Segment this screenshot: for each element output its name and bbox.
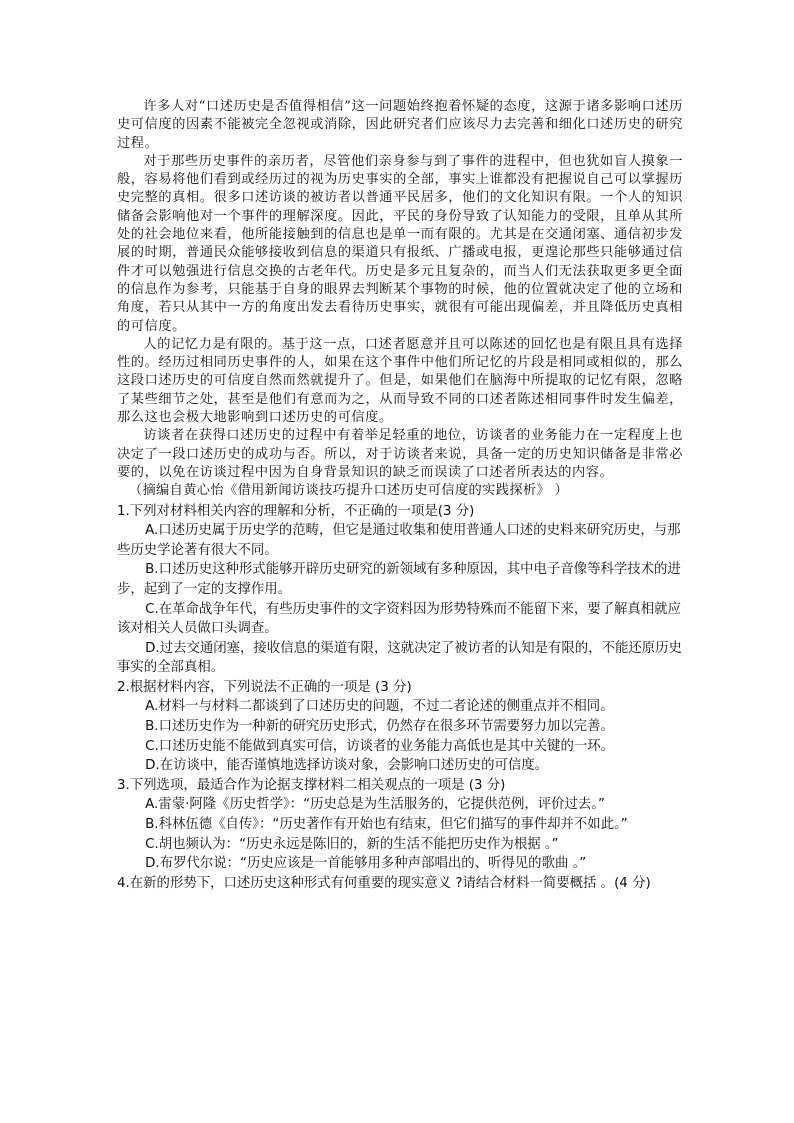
question-2-option-d: D.在访谈中，能否谨慎地选择访谈对象，会影响口述历史的可信度。 bbox=[145, 758, 549, 774]
question-2-option-a: A.材料一与材料二都谈到了口述历史的问题，不过二者论述的侧重点并不相同。 bbox=[145, 699, 614, 715]
reading-passage bbox=[117, 98, 683, 501]
question-3-option-a: A.雷蒙·阿隆《历史哲学》：“历史总是为生活服务的，它提供范例，评价过去。” bbox=[145, 797, 605, 813]
question-3-stem: 3.下列选项，最适合作为论据支撑材料二相关观点的一项是 (3 分) bbox=[117, 777, 506, 793]
question-2-option-c: C.口述历史能不能做到真实可信，访谈者的业务能力高低也是其中关键的一环。 bbox=[145, 738, 615, 754]
question-2-option-b: B.口述历史作为一种新的研究历史形式，仍然存在很多环节需要努力加以完善。 bbox=[145, 719, 614, 735]
question-4 bbox=[117, 874, 683, 894]
question-3-option-b: B.科林伍德《自传》：“历史著作有开始也有结束，但它们描写的事件却并不如此。” bbox=[145, 817, 628, 833]
question-1 bbox=[117, 502, 683, 678]
question-3-option-c: C.胡也频认为：“历史永远是陈旧的，新的生活不能把历史作为根据 。” bbox=[145, 836, 559, 852]
question-3-option-d: D.布罗代尔说：“历史应该是一首能够用多种声部唱出的、听得见的歌曲 。” bbox=[145, 856, 587, 872]
question-4-stem: 4.在新的形势下，口述历史这种形式有何重要的现实意义 ?请结合材料一简要概括 。(4 分) bbox=[117, 875, 651, 891]
passage-paragraph-2: 对于那些历史事件的亲历者，尽管他们亲身参与到了事件的进程中，但也犹如盲人摸象一般，容易将他们看到或经历过的视为历史事实的全部，事实上谁都没有把握说自己可以掌握历史完整的真相。很多口述访谈的被访者以普通平民居多，他们的文化知识有限。一个人的知识储备会影响他对一个事件的理解深度。因此，平民的身份导致了认知能力的受限，且单从其所处的社会地位来看，他所能接触到的信息也是单一而有限的。尤其是在交通闭塞、通信初步发展的时期，普通民众能够接收到信息的渠道只有报纸、广播或电报，更遑论那些只能够通过信件才可以勉强进行信息交换的古老年代。历史是多元且复杂的，而当人们无法获取更多更全面的信息作为参考，只能基于自身的眼界去判断某个事物的时候，他的位置就决定了他的立场和角度，若只从其中一方的角度出发去看待历史事实，就很有可能出现偏差，并且降低历史真相的可信度。 bbox=[117, 153, 683, 334]
question-1-option-c: C.在革命战争年代，有些历史事件的文字资料因为形势特殊而不能留下来，要了解真相就应该对相关人员做口头调查。 bbox=[117, 601, 681, 637]
passage-paragraph-3: 人的记忆力是有限的。基于这一点，口述者愿意并且可以陈述的回忆也是有限且具有选择性的。经历过相同历史事件的人，如果在这个事件中他们所记忆的片段是相同或相似的，那么这段口述历史的可信度自然而然就提升了。但是，如果他们在脑海中所提取的记忆有限，忽略了某些细节之处，甚至是他们有意而为之，从而导致不同的口述者陈述相同事件时发生偏差，那么这也会极大地影响到口述历史的可信度。 bbox=[117, 336, 683, 426]
question-2-stem: 2.根据材料内容，下列说法不正确的一项是 (3 分) bbox=[117, 679, 412, 695]
question-3 bbox=[117, 776, 683, 874]
question-1-stem: 1.下列对材料相关内容的理解和分析，不正确的一项是(3 分) bbox=[117, 503, 475, 519]
page-content bbox=[117, 98, 683, 893]
question-2 bbox=[117, 678, 683, 776]
passage-paragraph-4: 访谈者在获得口述历史的过程中有着举足轻重的地位，访谈者的业务能力在一定程度上也决定了一段口述历史的成功与否。所以，对于访谈者来说，具备一定的历史知识储备是非常必要的，以免在访谈过程中因为自身背景知识的缺乏而误读了口述者所表达的内容。 bbox=[117, 428, 683, 480]
question-1-option-a: A.口述历史属于历史学的范畴，但它是通过收集和使用普通人口述的史料来研究历史，与那些历史学论著有很大不同。 bbox=[117, 523, 681, 558]
question-1-option-b: B.口述历史这种形式能够开辟历史研究的新领域有多种原因，其中电子音像等科学技术的进步，起到了一定的支撑作用。 bbox=[117, 562, 681, 597]
passage-paragraph-1: 许多人对“口述历史是否值得相信”这一问题始终抱着怀疑的态度，这源于诸多影响口述历史可信度的因素不能被完全忽视或消除，因此研究者们应该尽力去完善和细化口述历史的研究过程。 bbox=[117, 99, 683, 151]
question-1-option-d: D.过去交通闭塞，接收信息的渠道有限，这就决定了被访者的认知是有限的，不能还原历史事实的全部真相。 bbox=[117, 640, 682, 676]
passage-source: （摘编自黄心怡《借用新闻访谈技巧提升口述历史可信度的实践探析》 ） bbox=[128, 483, 569, 499]
question-list bbox=[117, 502, 683, 894]
